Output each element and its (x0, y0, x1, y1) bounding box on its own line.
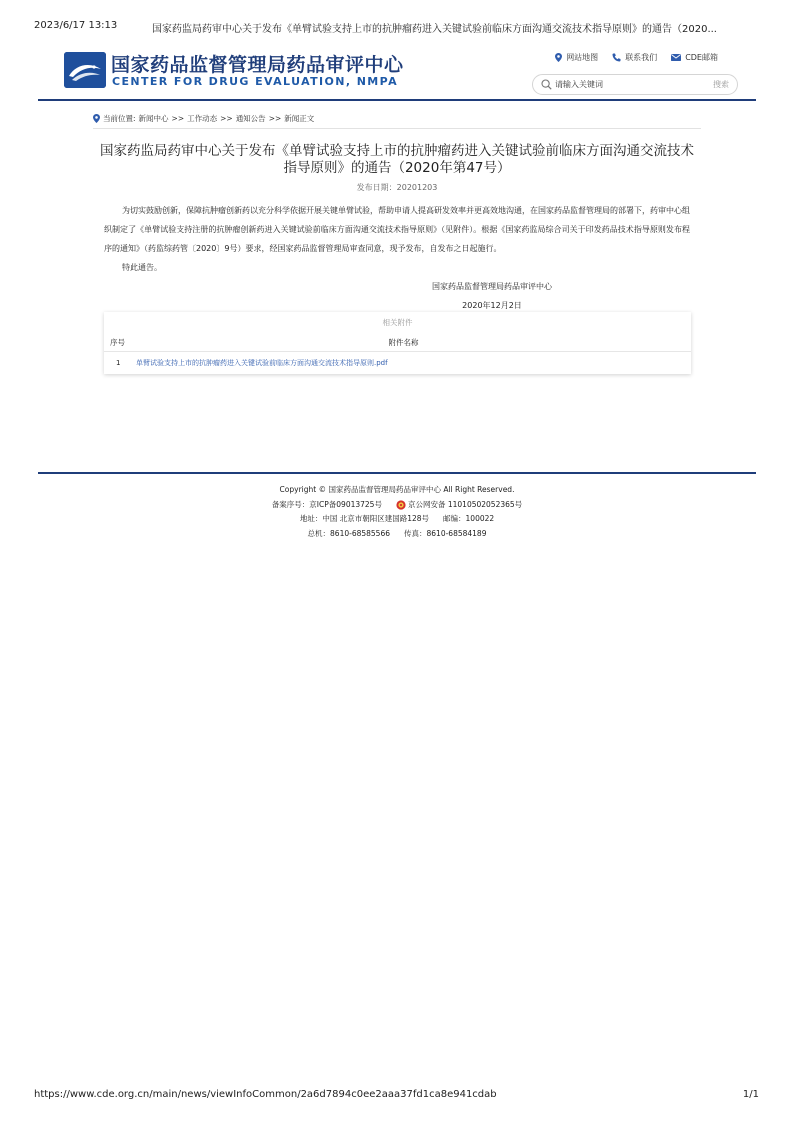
signature-org: 国家药品监督管理局药品审评中心 (432, 282, 552, 291)
attachments-caption: 相关附件 (382, 318, 413, 327)
location-pin-icon (93, 114, 100, 123)
breadcrumb-current: 新闻正文 (284, 114, 315, 123)
sitemap-label: 网站地图 (566, 53, 599, 62)
breadcrumb-prefix: 当前位置: (103, 114, 136, 123)
site-footer (38, 483, 756, 541)
table-row (104, 352, 691, 373)
fax-text: 传真：8610-68584189 (404, 528, 487, 538)
article-body (104, 201, 690, 315)
print-footer (34, 1089, 759, 1100)
site-name-en: CENTER FOR DRUG EVALUATION, NMPA (112, 75, 399, 88)
breadcrumb-separator: >> (220, 114, 233, 123)
print-page-title: 国家药监局药审中心关于发布《单臂试验支持上市的抗肿瘤药进入关键试验前临床方面沟通交流技术指导原则》的通告（2020... (152, 24, 717, 35)
print-timestamp: 2023/6/17 13:13 (34, 20, 118, 31)
gongan-label: 京公网安备 11010502052365号 (407, 499, 523, 509)
contact-label: 联系我们 (625, 53, 658, 62)
print-url: https://www.cde.org.cn/main/news/viewInfoCommon/2a6d7894c0ee2aaa37fd1ca8e941cdab (34, 1089, 497, 1100)
copyright-text: Copyright © 国家药品监督管理局药品审评中心 All Right Reserved. (279, 485, 515, 494)
col-number-header: 序号 (110, 337, 125, 347)
search-input[interactable] (555, 77, 675, 92)
col-name-header: 附件名称 (388, 337, 419, 347)
location-pin-icon (555, 53, 562, 62)
search-button[interactable]: 搜索 (713, 80, 729, 89)
cde-logo-icon[interactable] (64, 52, 106, 88)
icp-link[interactable]: 备案序号：京ICP备09013725号 (271, 499, 382, 509)
top-links (555, 52, 718, 63)
signature-date: 2020年12月2日 (462, 301, 522, 310)
mail-icon (671, 54, 681, 61)
article-title: 国家药监局药审中心关于发布《单臂试验支持上市的抗肿瘤药进入关键试验前临床方面沟通交流技术指导原则》的通告（2020年第47号） (100, 143, 694, 176)
publish-date-value: 20201203 (396, 183, 438, 192)
gongan-link[interactable] (396, 498, 522, 513)
search-icon (541, 79, 552, 90)
mail-link[interactable] (671, 52, 718, 63)
footer-registration-row (38, 498, 756, 513)
breadcrumb-notices[interactable]: 通知公告 (235, 114, 266, 123)
attachments-header (104, 333, 691, 352)
attachments-panel (104, 312, 691, 374)
breadcrumb-work-updates[interactable]: 工作动态 (187, 114, 218, 123)
site-name-cn: 国家药品监督管理局药品审评中心 (111, 54, 404, 76)
footer-phone-row (38, 527, 756, 542)
footer-address-row (38, 512, 756, 527)
breadcrumb (93, 113, 314, 124)
publish-date (100, 182, 694, 193)
breadcrumb-separator: >> (171, 114, 185, 123)
site-header (64, 44, 754, 96)
print-header (34, 20, 759, 35)
publish-date-label: 发布日期： (356, 183, 397, 192)
contact-link[interactable] (612, 52, 657, 63)
sitemap-link[interactable] (555, 52, 598, 63)
phone-text: 总机：8610-68585566 (307, 528, 390, 538)
header-divider (38, 99, 756, 101)
footer-divider (38, 472, 756, 474)
attachment-number: 1 (116, 358, 121, 367)
address-text: 地址：中国 北京市朝阳区建国路128号 (299, 514, 430, 523)
mail-label: CDE邮箱 (685, 53, 718, 62)
police-badge-icon (396, 500, 406, 510)
postcode-text: 邮编：100022 (443, 514, 495, 523)
attachment-link[interactable]: 单臂试验支持上市的抗肿瘤药进入关键试验前临床方面沟通交流技术指导原则.pdf (136, 358, 388, 367)
article-paragraph: 为切实鼓励创新，保障抗肿瘤创新药以充分科学依据开展关键单臂试验，帮助申请人提高研发效率并更高效地沟通，在国家药品监督管理局的部署下，药审中心组织制定了《单臂试验支持注册的抗肿瘤创新药进入关键试验前临床方面沟通交流技术指导原则》（见附件）。根据《国家药监局综合司关于印发药品技术指导原则发布程序的通知》（药监综药管〔2020〕9号）要求，经国家药品监督管理局审查同意，现予发布，自发布之日起施行。 (104, 206, 690, 253)
breadcrumb-divider (93, 128, 701, 129)
breadcrumb-separator: >> (268, 114, 282, 123)
phone-icon (612, 53, 621, 62)
article-closing: 特此通告。 (122, 263, 162, 272)
search-bar (532, 74, 738, 95)
print-page-number: 1/1 (742, 1089, 759, 1100)
breadcrumb-news-center[interactable]: 新闻中心 (138, 114, 169, 123)
